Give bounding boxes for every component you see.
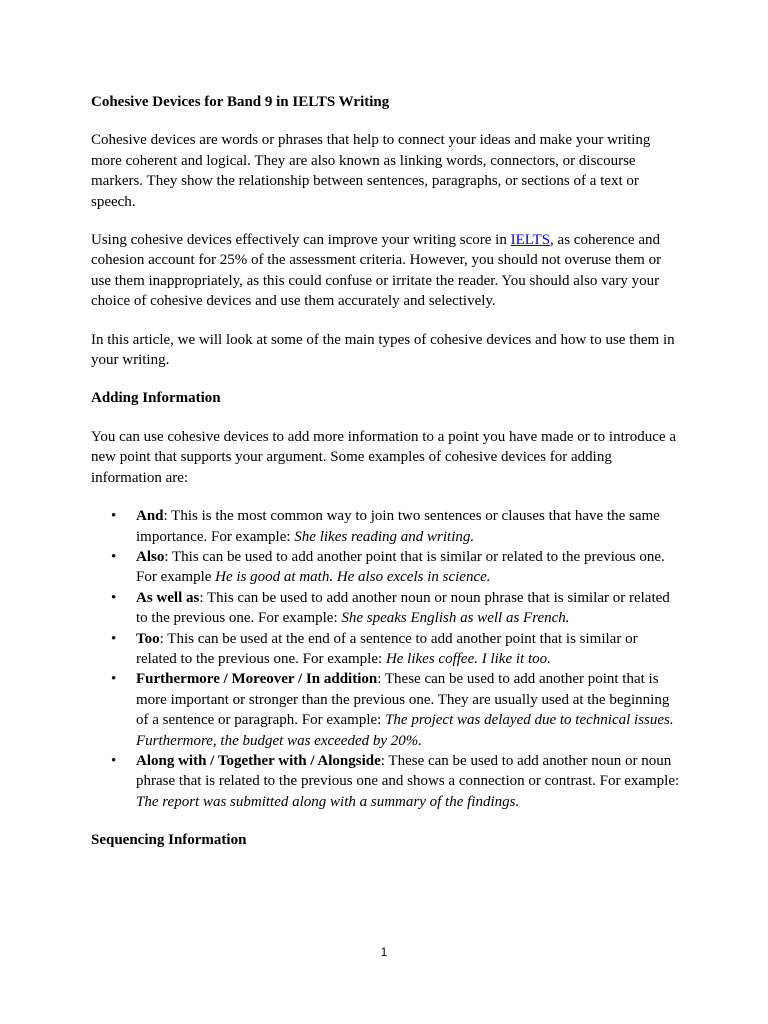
bullet-icon: •: [111, 752, 117, 769]
device-example: He is good at math. He also excels in science.: [215, 569, 491, 586]
device-term: Furthermore / Moreover / In addition: [136, 671, 378, 688]
usage-text-after-link: , as coherence and cohesion account for 25% of the assessment criteria. However, you should not overuse them or use them inappropriately, as this could confuse or irritate the reader. You should also vary your choice of cohesive devices and use them accurately and selectively.: [91, 232, 662, 310]
sequencing-information-heading: Sequencing Information: [91, 832, 247, 849]
usage-text-before-link: Using cohesive devices effectively can improve your writing score in: [91, 232, 511, 249]
list-item: [91, 588, 681, 629]
device-description: : This is the most common way to join two sentences or clauses that have the same importance. For example:: [136, 508, 660, 545]
device-term: Also: [136, 548, 165, 565]
ielts-link[interactable]: IELTS: [510, 232, 551, 249]
device-term: Too: [136, 630, 160, 647]
device-example: The report was submitted along with a summary of the findings.: [136, 793, 520, 810]
device-example: The project was delayed due to technical issues. Furthermore, the budget was exceeded by 20%.: [136, 712, 674, 749]
device-example: She likes reading and writing.: [294, 528, 475, 545]
list-item: [91, 629, 681, 670]
bullet-icon: •: [111, 671, 117, 688]
list-item: [91, 506, 681, 547]
bullet-icon: •: [111, 548, 117, 565]
document-body: [91, 92, 681, 851]
adding-information-heading: Adding Information: [91, 390, 221, 407]
device-description: : This can be used to add another point that is similar or related to the previous one. For example: [136, 548, 665, 586]
device-term: And: [136, 508, 164, 525]
list-item: [91, 751, 681, 812]
bullet-icon: •: [111, 630, 117, 647]
list-item: [91, 669, 681, 751]
device-description: : These can be used to add another noun or noun phrase that is related to the previous one and shows a connection or contrast. For example:: [136, 752, 680, 790]
bullet-icon: •: [111, 508, 117, 525]
device-term: As well as: [136, 589, 200, 606]
document-title: Cohesive Devices for Band 9 in IELTS Writing: [91, 94, 390, 110]
page-number: 1: [380, 945, 388, 959]
intro-paragraph: Cohesive devices are words or phrases that help to connect your ideas and make your writing more coherent and logical. They are also known as linking words, connectors, or discourse markers. They show the relationship between sentences, paragraphs, or sections of a text or speech.: [91, 132, 651, 210]
bullet-icon: •: [111, 589, 117, 606]
device-example: He likes coffee. I like it too.: [385, 650, 551, 667]
device-term: Along with / Together with / Alongside: [136, 752, 381, 769]
device-description: : This can be used at the end of a sentence to add another point that is similar or related to the previous one. For example:: [136, 630, 638, 667]
device-example: She speaks English as well as French.: [341, 610, 570, 627]
device-description: : This can be used to add another noun or noun phrase that is similar or related to the previous one. For example:: [136, 589, 670, 627]
usage-paragraph: [91, 230, 681, 312]
adding-devices-list: [91, 506, 681, 812]
article-paragraph: In this article, we will look at some of the main types of cohesive devices and how to use them in your writing.: [91, 331, 675, 369]
adding-information-paragraph: You can use cohesive devices to add more information to a point you have made or to introduce a new point that supports your argument. Some examples of cohesive devices for adding information are:: [91, 428, 676, 486]
device-description: : These can be used to add another point that is more important or stronger than the previous one. They are usually used at the beginning of a sentence or paragraph. For example:: [136, 671, 670, 729]
list-item: [91, 547, 681, 588]
